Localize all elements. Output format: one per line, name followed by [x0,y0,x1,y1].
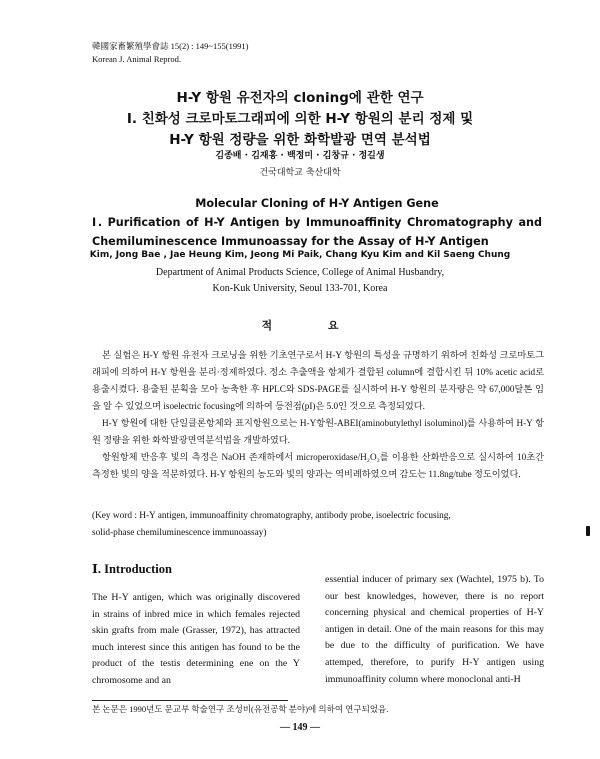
introduction-heading: Ⅰ. Introduction [92,562,172,576]
english-affiliation-line-2: Kon-Kuk University, Seoul 133-701, Korea [212,283,388,294]
journal-name: Korean J. Animal Reprod. [92,54,181,64]
scan-edge-mark [586,526,590,536]
english-affiliation [0,265,600,297]
journal-citation: 韓國家畜繁殖學會誌 15(2) : 149~155(1991) [92,41,249,51]
footnote-divider [92,700,288,701]
abstract-heading: 적 요 [261,319,365,332]
abstract-paragraph-2: H-Y 항원에 대한 단일클론항체와 표지항원으로는 H-Y항원-ABEI(aminobutylethyl isoluminol)를 사용하여 H-Y 항원 정량을 위한 화학발광면역분석법을 개발하였다. [92,418,544,445]
introduction-left-text: The H-Y antigen, which was originally discovered in strains of inbred mice in which females rejected skin grafts from male (Grasser, 1972), has attracted much interest since this antigen has found to be the product of the testis determining ene on the Y chromosome and an [92,592,300,686]
english-title [92,194,542,251]
korean-authors: 김종배 · 김재홍 · 백정미 · 김창규 · 정길생 [215,151,385,161]
korean-title-line-2: Ⅰ. 친화성 크로마토그래피에 의한 H-Y 항원의 분리 정제 및 [126,111,474,127]
keywords [92,508,544,542]
english-authors: Kim, Jong Bae , Jae Heung Kim, Jeong Mi Paik, Chang Kyu Kim and Kil Saeng Chung [89,250,511,260]
abstract-paragraph-1: 본 실험은 H-Y 항원 유전자 크로닝을 위한 기초연구로서 H-Y 항원의 특성을 규명하기 위하여 친화성 크로마토그래피에 의하여 H-Y 항원을 분리·정제하였다. 정소 추출액을 항체가 결합된 column에 결합시킨 뒤 10% acetic acid로 용출시켰다. 용출된 분획을 모아 농축한 후 HPLC와 SDS-PAGE를 실시하여 H-Y 항원의 분자량은 약 67,000달톤 임을 알 수 있었으며 isoelectric focusing에 의하여 등전점(pI)은 5.0인 것으로 측정되었다. [92,350,544,411]
english-title-line-3: Chemiluminescence Immunoassay for the Assay of H-Y Antigen [92,235,489,248]
korean-title-line-3: H-Y 항원 정량을 위한 화학발광 면역 분석법 [169,132,431,148]
introduction-left-column [92,560,300,690]
introduction-right-column [325,572,544,688]
english-title-line-2: Ⅰ. Purification of H-Y Antigen by Immunoaffinity Chromatography and [92,216,542,229]
page-number: — 149 — [280,722,320,733]
english-affiliation-line-1: Department of Animal Products Science, College of Animal Husbandry, [155,267,445,278]
funding-footnote: 본 논문은 1990년도 문교부 학술연구 조성비(유전공학 분야)에 의하여 연구되었음. [92,704,389,714]
journal-header [92,40,248,66]
korean-title-line-1: H-Y 항원 유전자의 cloning에 관한 연구 [176,90,424,106]
english-title-line-1: Molecular Cloning of H-Y Antigen Gene [195,197,439,210]
keywords-line-1: (Key word : H-Y antigen, immunoaffinity chromatography, antibody probe, isoelectric focusing, [92,511,451,521]
abstract-paragraph-3: 항원항체 반응후 빛의 측정은 NaOH 존재하에서 microperoxidase/H₂O₂를 이용한 산화반응으로 실시하여 10초간 측정한 빛의 양을 적분하였다. H-Y 항원의 농도와 빛의 양과는 역비례하였으며 감도는 11.8ng/tube 정도이었다. [92,452,544,479]
introduction-right-text: essential inducer of primary sex (Wachtel, 1975 b). To our best knowledges, however, there is no report concerning physical and chemical properties of H-Y antigen in detail. One of the main reasons for this may be due to the difficulty of purification. We have attemped, therefore, to purify H-Y antigen using immunoaffinity column where monoclonal anti-H [325,574,544,685]
abstract-body [92,347,544,483]
keywords-line-2: solid-phase chemiluminescence immunoassay) [92,528,267,538]
korean-affiliation: 건국대학교 축산대학 [259,168,341,178]
korean-title [0,88,600,151]
